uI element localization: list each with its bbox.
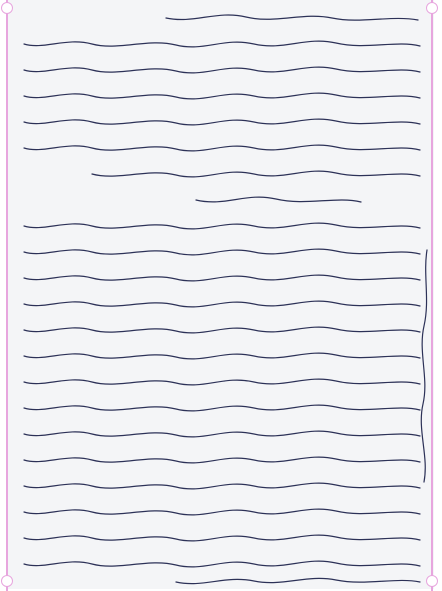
handwriting-line-2 [24, 41, 420, 47]
bottom-right-ornament [426, 575, 438, 587]
handwriting-line-14 [24, 353, 420, 359]
handwriting-line-1 [166, 15, 418, 20]
top-right-ornament [426, 2, 438, 14]
handwriting-line-9 [24, 223, 420, 229]
handwriting-line-8 [196, 197, 361, 202]
right-border-rule [431, 0, 433, 591]
handwriting-line-3 [24, 67, 420, 73]
handwritten-letter-scan [6, 0, 434, 589]
handwriting-line-11 [24, 275, 420, 281]
top-left-ornament [1, 2, 13, 14]
handwriting-line-16 [24, 405, 420, 411]
handwriting-line-10 [24, 249, 420, 255]
handwriting-line-13 [24, 327, 420, 333]
handwriting-layer [6, 0, 434, 589]
left-border-rule [6, 0, 8, 591]
handwriting-line-17 [24, 431, 420, 437]
handwriting-line-22 [24, 561, 420, 567]
handwriting-line-4 [24, 93, 420, 99]
handwriting-line-5 [24, 119, 420, 125]
margin-note [421, 250, 427, 482]
handwriting-line-15 [24, 379, 420, 385]
handwriting-line-12 [24, 301, 420, 307]
handwriting-line-6 [24, 145, 420, 151]
handwriting-line-7 [92, 171, 420, 177]
handwriting-line-21 [24, 535, 420, 541]
bottom-left-ornament [1, 575, 13, 587]
handwriting-line-19 [24, 483, 420, 489]
handwriting-line-18 [24, 457, 420, 463]
handwriting-line-23 [176, 578, 420, 583]
handwriting-line-20 [24, 509, 420, 515]
